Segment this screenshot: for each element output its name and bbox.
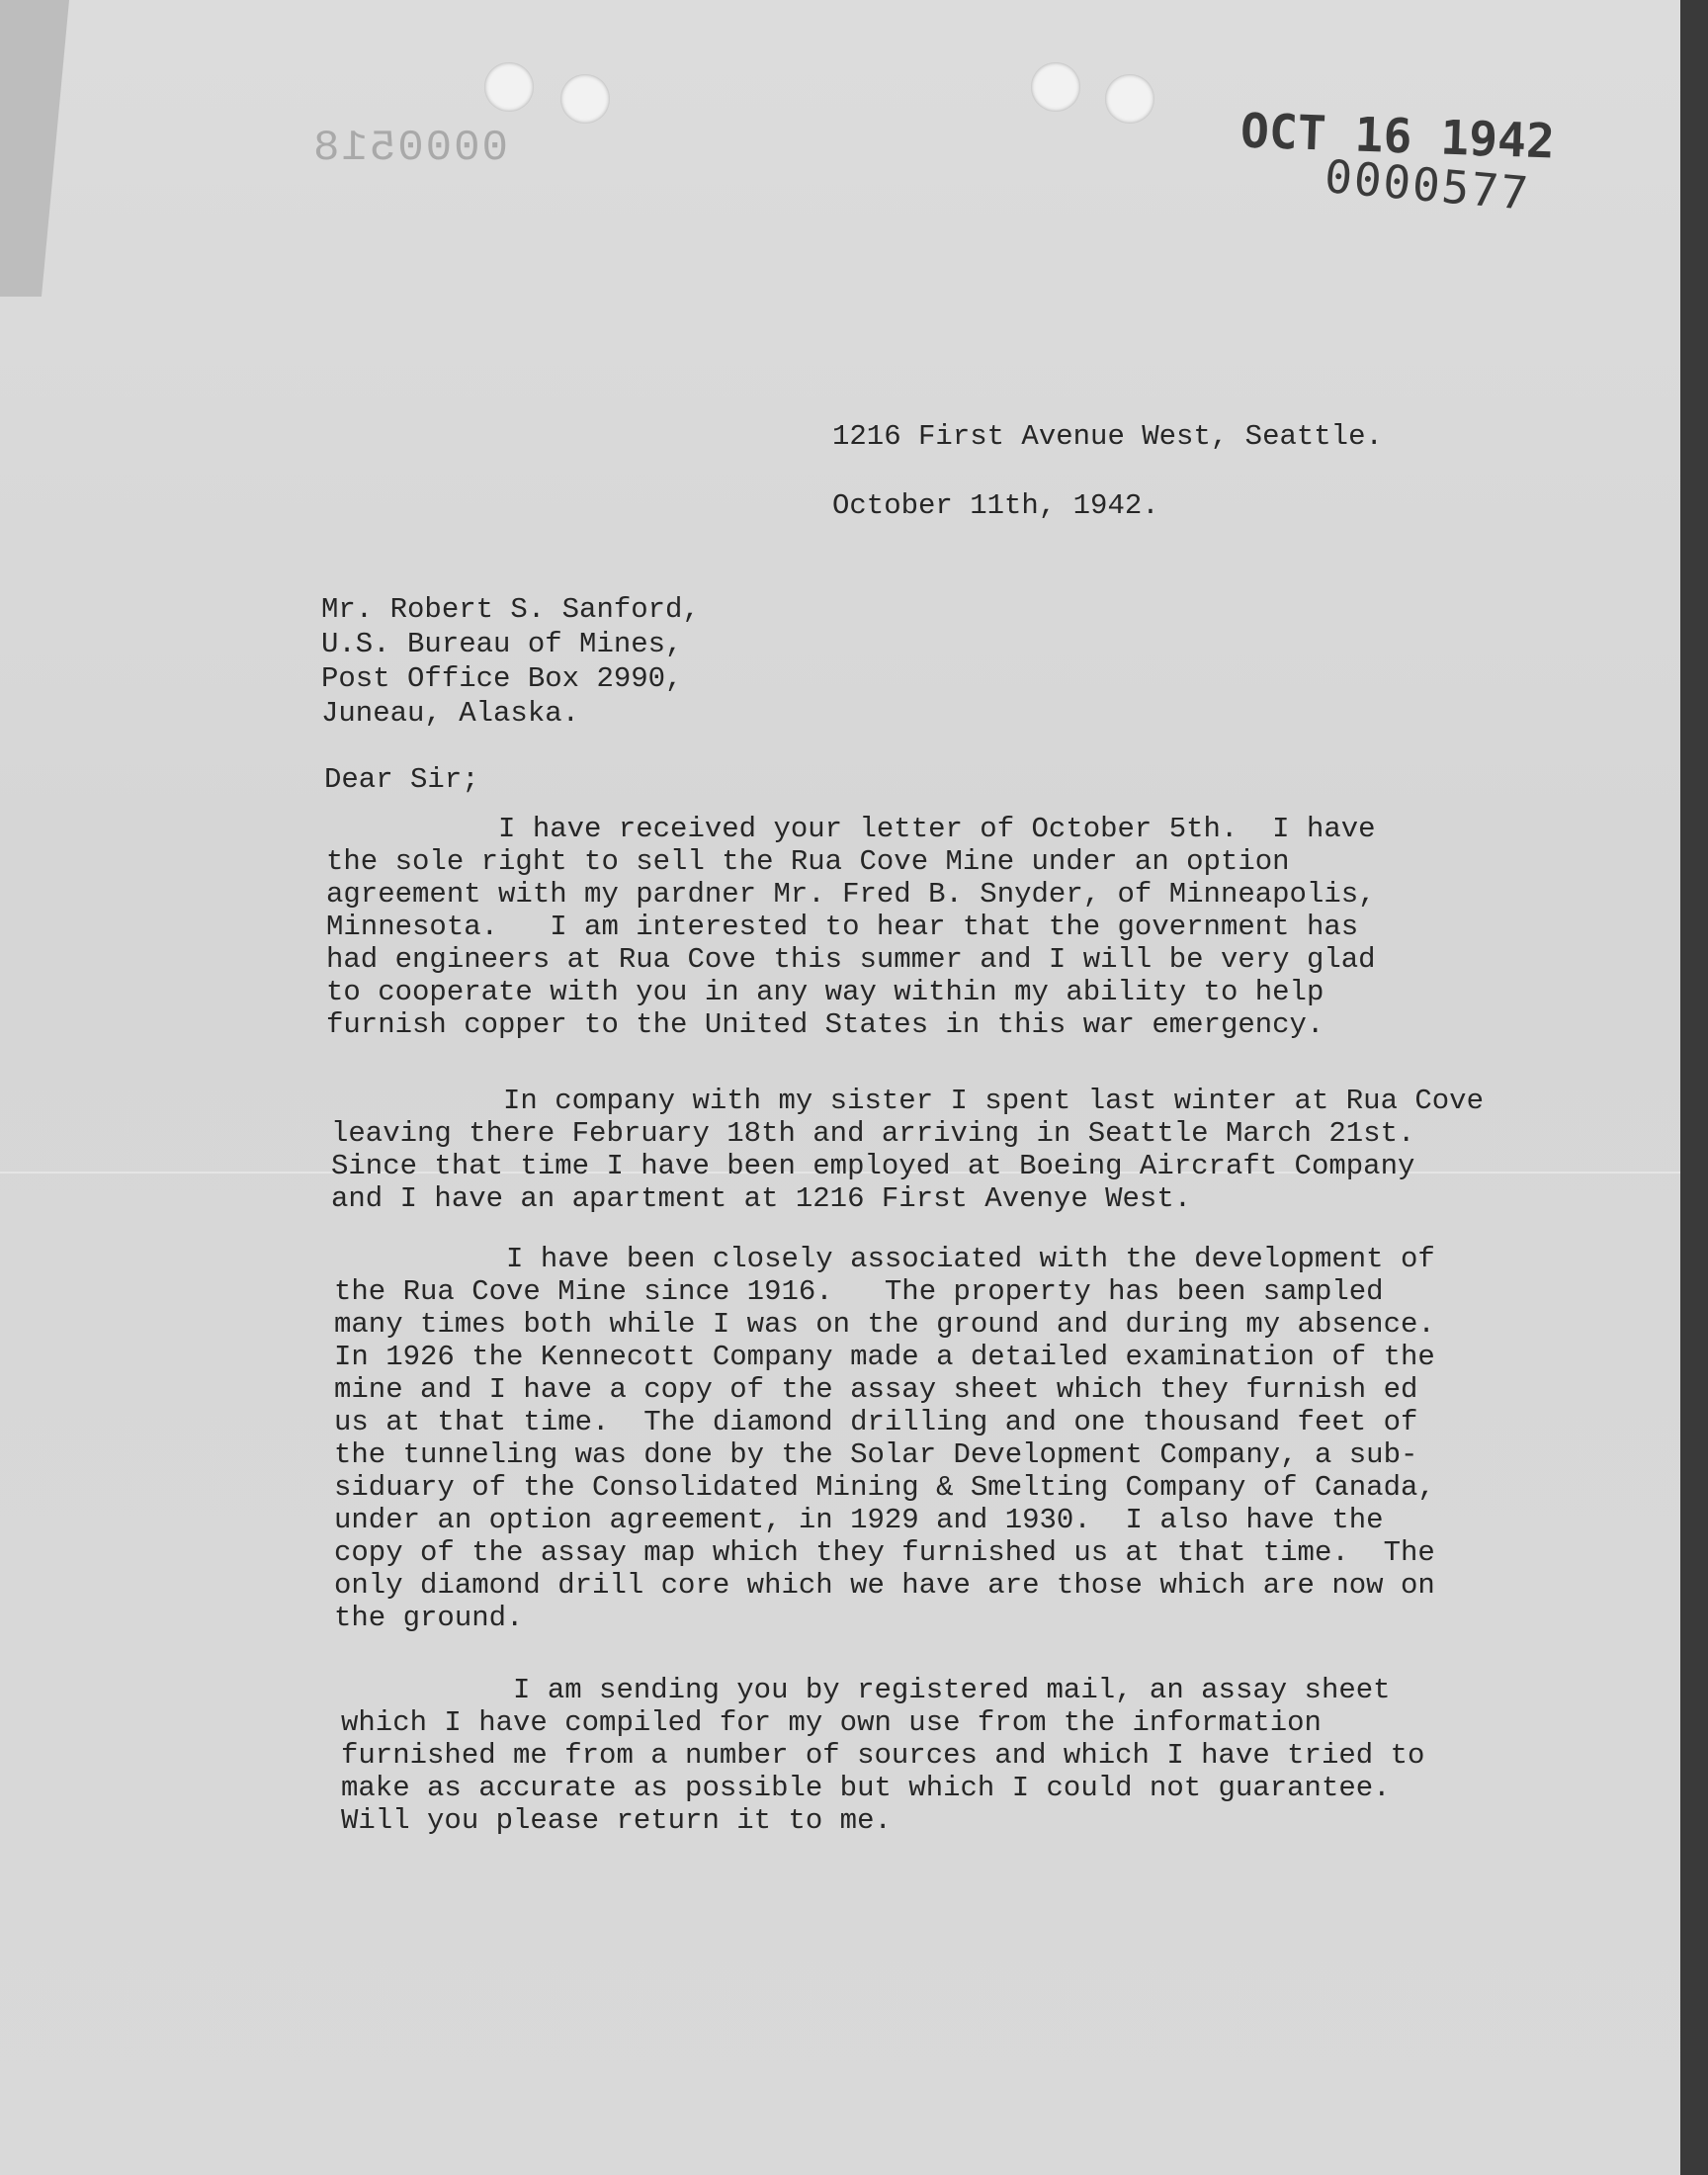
text-line: us at that time. The diamond drilling and one thousand feet of [334, 1406, 1418, 1438]
text-line: the sole right to sell the Rua Cove Mine under an option [326, 845, 1290, 878]
text-line: furnish copper to the United States in this war emergency. [326, 1008, 1324, 1041]
text-line: In 1926 the Kennecott Company made a detailed examination of the [334, 1341, 1435, 1373]
paragraph-1 [326, 813, 1376, 1041]
text-line: the Rua Cove Mine since 1916. The property has been sampled [334, 1275, 1384, 1308]
text-line: the tunneling was done by the Solar Development Company, a sub- [334, 1438, 1418, 1471]
file-number-stamp: 0000577 [1323, 149, 1532, 220]
text-line: I have been closely associated with the development of [334, 1243, 1435, 1275]
punch-hole-icon [484, 62, 534, 112]
text-line: Minnesota. I am interested to hear that the government has [326, 911, 1359, 943]
text-line: mine and I have a copy of the assay sheet which they furnish ed [334, 1373, 1418, 1406]
received-date-stamp: OCT 16 1942 [1239, 103, 1556, 170]
text-line: the ground. [334, 1602, 524, 1634]
recipient-name: Mr. Robert S. Sanford, [321, 593, 700, 626]
text-line: which I have compiled for my own use from the information [341, 1706, 1322, 1739]
text-line: make as accurate as possible but which I could not guarantee. [341, 1772, 1391, 1804]
text-line: only diamond drill core which we have are those which are now on [334, 1569, 1435, 1602]
text-line: furnished me from a number of sources and which I have tried to [341, 1739, 1425, 1772]
text-line: I have received your letter of October 5th. I have [326, 813, 1376, 845]
punch-hole-icon [1105, 74, 1154, 124]
paragraph-3 [334, 1243, 1435, 1634]
text-line: and I have an apartment at 1216 First Avenye West. [331, 1182, 1192, 1215]
text-line: to cooperate with you in any way within my ability to help [326, 976, 1324, 1008]
letter-date: October 11th, 1942. [832, 489, 1159, 522]
text-line: Will you please return it to me. [341, 1804, 892, 1837]
text-line: siduary of the Consolidated Mining & Smelting Company of Canada, [334, 1471, 1435, 1504]
text-line: agreement with my pardner Mr. Fred B. Snyder, of Minneapolis, [326, 878, 1376, 911]
paragraph-4 [341, 1674, 1424, 1837]
torn-corner [0, 0, 69, 297]
text-line: Since that time I have been employed at Boeing Aircraft Company [331, 1150, 1415, 1182]
sender-address: 1216 First Avenue West, Seattle. [832, 420, 1383, 453]
punch-hole-icon [1031, 62, 1080, 112]
text-line: I am sending you by registered mail, an assay sheet [341, 1674, 1391, 1706]
text-line: under an option agreement, in 1929 and 1930. I also have the [334, 1504, 1384, 1536]
punch-hole-icon [560, 74, 610, 124]
text-line: leaving there February 18th and arriving in Seattle March 21st. [331, 1117, 1415, 1150]
text-line: many times both while I was on the ground and during my absence. [334, 1308, 1435, 1341]
paragraph-2 [331, 1085, 1484, 1215]
scan-edge [1680, 0, 1708, 2175]
recipient-city: Juneau, Alaska. [321, 697, 580, 730]
salutation: Dear Sir; [324, 763, 479, 796]
recipient-po-box: Post Office Box 2990, [321, 662, 683, 695]
recipient-organization: U.S. Bureau of Mines, [321, 628, 683, 660]
text-line: had engineers at Rua Cove this summer and I will be very glad [326, 943, 1376, 976]
mirrored-stamp-number: 0000518 [311, 124, 508, 173]
text-line: In company with my sister I spent last winter at Rua Cove [331, 1085, 1484, 1117]
text-line: copy of the assay map which they furnished us at that time. The [334, 1536, 1435, 1569]
